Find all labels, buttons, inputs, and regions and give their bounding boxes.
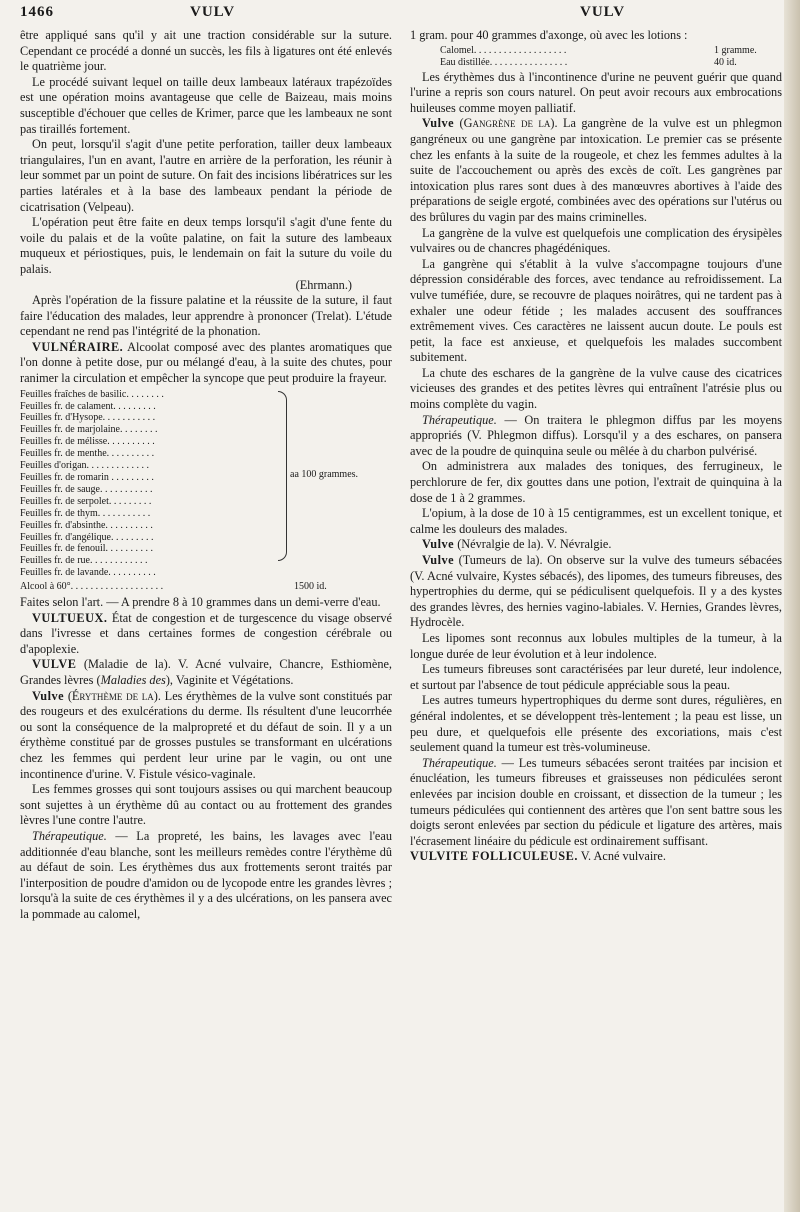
- recipe-list: [20, 389, 392, 580]
- prescription-list: [410, 45, 782, 69]
- recipe-row: [20, 520, 392, 532]
- prescription-row: [410, 45, 782, 57]
- entry-vulve-maladie: [20, 657, 392, 688]
- paragraph: On administrera aux malades des toniques, des ferrugineux, le perchlorure de fer, dix gouttes dans une potion, l'extrait de quinquina à la dose de 1 à 2 grammes.: [410, 459, 782, 505]
- recipe-row: [20, 424, 392, 436]
- entry-text: V. Acné vulvaire.: [577, 849, 666, 864]
- ingredient-name: Feuilles fr. d'absinthe. . . . . . . . . .: [20, 519, 153, 531]
- paragraph: Les autres tumeurs hypertrophiques du derme sont dures, régulières, en général indolentes, et se développent très-lentement ; la peau est lisse, un peu dure, et quelquefois elle présente des excoriations, mais c'est seulement quand la tumeur est très-volumineuse.: [410, 693, 782, 755]
- entry-vulve-gangrene: [410, 116, 782, 225]
- running-head-right: VULV: [580, 4, 626, 20]
- ingredient-name: Calomel. . . . . . . . . . . . . . . . . . .: [440, 44, 567, 56]
- paragraph: La chute des eschares de la gangrène de la vulve cause des cicatrices vicieuses des grandes et des petites lèvres qui entraînent l'atrésie plus ou moins complète du vagin.: [410, 365, 782, 412]
- paragraph: Le procédé suivant lequel on taille deux lambeaux latéraux trapézoïdes est une opération moins avantageuse que celle de Baizeau, mais moins susceptible d'échouer que celles de Krimer, parce que les lambeaux ne sont pas tiraillés fortement.: [20, 74, 392, 136]
- ingredient-name: Feuilles fr. de sauge. . . . . . . . . . .: [20, 483, 153, 495]
- paragraph: Les lipomes sont reconnus aux lobules multiples de la tumeur, à la longue durée de leur évolution et à leur indolence.: [410, 630, 782, 661]
- ingredient-quantity: 40 id.: [714, 56, 737, 68]
- paragraph: On peut, lorsqu'il s'agit d'une petite perforation, tailler deux lambeaux triangulaires, l'un en avant, l'autre en arrière de la perforation, les réunir à leur sommet par un point de suture. On fait des incisions libératrices sur les parties latérales et à la base des lambeaux pendant la période de cicatrisation (Velpeau).: [20, 137, 392, 214]
- ingredient-name: Feuilles fr. de rue. . . . . . . . . . . .: [20, 555, 148, 567]
- ingredient-name: Feuilles fr. de thym. . . . . . . . . . .: [20, 507, 151, 519]
- paragraph: L'opium, à la dose de 10 à 15 centigrammes, est un excellent tonique, et calme les douleurs des malades.: [410, 506, 782, 536]
- prescription-row: [410, 57, 782, 69]
- page-number: 1466: [20, 4, 54, 20]
- subheadword: (Gangrène de la).: [454, 116, 558, 131]
- ingredient-quantity: 1500 id.: [294, 581, 327, 593]
- page-edge: [784, 0, 800, 1212]
- section-label: Thérapeutique.: [422, 755, 497, 770]
- entry-text: (Maladie de la). V. Acné vulvaire, Chancre, Esthiomène, Grandes lèvres (: [20, 657, 392, 688]
- recipe-row: [20, 448, 392, 460]
- entry-vulve-nevralgie: [410, 537, 782, 553]
- recipe-brace: [278, 391, 287, 561]
- right-column: [410, 28, 782, 865]
- paragraph: La gangrène qui s'établit à la vulve s'accompagne toujours d'une dépression considérable des forces, avec tendance au refroidissement. La vulve tuméfiée, dure, se recouvre de plaques noirâtres, qui ne tardent pas à exhaler une odeur fétide ; les malades accusent des souffrances extrêmement vives. Ces caractères ne laissent aucun doute. Le pouls est petit, la face est anxieuse, et quelquefois les malades succombent subitement.: [410, 256, 782, 365]
- therapeutique: [20, 829, 392, 923]
- ingredient-name: Feuilles fr. de serpolet. . . . . . . . .: [20, 495, 152, 507]
- entry-vulve-tumeurs: [410, 553, 782, 631]
- recipe-row: [20, 496, 392, 508]
- entry-text: (Névralgie de la). V. Névralgie.: [454, 537, 612, 552]
- recipe-row-alcool: [20, 581, 392, 593]
- running-head-left: VULV: [190, 4, 236, 20]
- therapeutique: [410, 756, 782, 850]
- paragraph: Les érythèmes dus à l'incontinence d'urine ne peuvent guérir que quand l'urine a repris son cours naturel. On peut avoir recours aux embrocations huileuses comme moyen palliatif.: [410, 69, 782, 115]
- entry-text: — Les tumeurs sébacées seront traitées par incision et énucléation, les tumeurs fibreuses et graisseuses non pédiculées seront enlevées par incision double en croissant, et dissection de la tumeur ; les tumeurs pédiculées qui contiennent des artères que l'on sent battre sous les doigts seront enlevées par section du pédicule et ligature des artères, mais l'écrasement linéaire du pédicule est ordinairement suffisant.: [410, 755, 782, 848]
- recipe-row: [20, 401, 392, 413]
- ingredient-name: Feuilles fr. de mélisse. . . . . . . . . .: [20, 436, 155, 448]
- entry-vulve-erytheme: [20, 689, 392, 783]
- recipe-block: [20, 389, 392, 580]
- headword: Vulve: [32, 688, 65, 703]
- paragraph: être appliqué sans qu'il y ait une traction considérable sur la suture. Cependant ce procédé a donné un succès, les fils à ligatures ont été enlevés le quatrième jour.: [20, 28, 392, 74]
- headword: VULTUEUX.: [32, 610, 108, 625]
- ingredient-name: Feuilles fr. de menthe. . . . . . . . . .: [20, 448, 155, 460]
- entry-italic: Maladies des: [100, 673, 166, 688]
- ingredient-name: Feuilles d'origan. . . . . . . . . . . . .: [20, 460, 150, 472]
- headword: VULVE: [32, 657, 77, 672]
- entry-text: — La propreté, les bains, les lavages avec l'eau additionnée d'eau blanche, sont les meilleurs remèdes contre l'érythème dû au défaut de soin. Les érythèmes dus aux frottements seront traités par l'interposition de poudre d'amidon ou de lycopode entre les grandes lèvres ; lorsqu'à la suite de ces érythèmes il y a des ulcérations, on les pansera avec la pommade au calomel,: [20, 828, 392, 921]
- paragraph: Les femmes grosses qui sont toujours assises ou qui marchent beaucoup sont sujettes à un érythème dû au contact ou au frottement des grandes lèvres l'une contre l'autre.: [20, 782, 392, 828]
- entry-vulvite: [410, 849, 782, 865]
- attribution: (Ehrmann.): [295, 277, 352, 292]
- paragraph: 1 gram. pour 40 grammes d'axonge, où avec les lotions :: [410, 28, 688, 42]
- recipe-row: [20, 436, 392, 448]
- paragraph: L'opération peut être faite en deux temps lorsqu'il s'agit d'une fente du voile du palais et de la voûte palatine, on fait la suture des lambeaux muqueux et périostiques, puis, le lendemain on fait la suture du voile du palais.: [20, 215, 392, 276]
- ingredient-name: Feuilles fr. de fenouil. . . . . . . . . .: [20, 543, 154, 555]
- entry-text: État de congestion et de turgescence du visage observé dans l'ivresse et dans certaines formes de congestion cérébrale ou d'apoplexie.: [20, 610, 392, 656]
- ingredient-quantity: 1 gramme.: [714, 44, 757, 56]
- entry-vulneraire: [20, 340, 392, 387]
- therapeutique: [410, 413, 782, 460]
- recipe-quantity: aa 100 grammes.: [290, 468, 359, 480]
- recipe-row: [20, 484, 392, 496]
- recipe-row: [20, 412, 392, 424]
- ingredient-name: Feuilles fr. de romarin . . . . . . . . .: [20, 472, 154, 483]
- paragraph: Les tumeurs fibreuses sont caractérisées par leur dureté, leur indolence, et surtout par l'absence de tout pédicule appréciable sous la peau.: [410, 662, 782, 692]
- ingredient-name: Feuilles fraîches de basilic. . . . . . . .: [20, 388, 164, 400]
- ingredient-name: Eau distillée. . . . . . . . . . . . . . . .: [440, 56, 568, 68]
- paragraph: Faites selon l'art. — A prendre 8 à 10 grammes dans un demi-verre d'eau.: [20, 595, 381, 610]
- headword: Vulve: [422, 537, 455, 552]
- ingredient-name: Feuilles fr. de calament. . . . . . . . .: [20, 400, 156, 412]
- ingredient-name: Feuilles fr. d'angélique. . . . . . . . .: [20, 531, 154, 543]
- section-label: Thérapeutique.: [422, 412, 497, 427]
- headword: Vulve: [422, 553, 455, 567]
- ingredient-name: Feuilles fr. de marjolaine. . . . . . . .: [20, 424, 158, 436]
- ingredient-name: Alcool à 60°. . . . . . . . . . . . . . . . . . .: [20, 581, 164, 593]
- recipe-row: [20, 555, 392, 567]
- recipe-row: [20, 567, 392, 579]
- entry-text: ), Vaginite et Végétations.: [165, 673, 294, 688]
- recipe-row: [20, 532, 392, 544]
- entry-text: Les érythèmes de la vulve sont constitués par des rougeurs et des exulcérations du derme. Ils résultent d'une leucorrhée ou sont la conséquence de la malpropreté et du défaut de soin. Il y a un érythème constitué par de grosses pustules se transformant en ulcérations chez les femmes qui perdent leur urine par le vagin, ou ont une incontinence d'urine. V. Fistule vésico-vaginale.: [20, 688, 392, 781]
- subheadword: (Érythème de la).: [64, 688, 161, 703]
- recipe-row: [20, 543, 392, 555]
- section-label: Thérapeutique.: [32, 828, 107, 843]
- left-column: [20, 28, 392, 923]
- headword: VULNÉRAIRE.: [32, 339, 124, 354]
- recipe-row: [20, 389, 392, 401]
- entry-text: La gangrène de la vulve est un phlegmon gangréneux ou une gangrène par intoxication. Le premier cas se présente chez les enfants à la suite de la rougeole, et chez les femmes adultes à la suite de l'accouchement ou après des excès de coït. Les gangrènes par intoxication plus rares sont dues à des manœuvres abortives à l'aide des préparations de seigle ergoté, combinées avec des opérations sur l'utérus ou des brûlures du vagin par des mains criminelles.: [410, 116, 782, 224]
- headword: VULVITE FOLLICULEUSE.: [410, 849, 578, 864]
- headword: Vulve: [422, 116, 455, 131]
- entry-text: (Tumeurs de la). On observe sur la vulve des tumeurs sébacées (V. Acné vulvaire, Kystes sébacés), des lipomes, des tumeurs fibreuses, des hypertrophies du derme, qui se pédiculisent quelquefois. Il y a des kystes des grandes lèvres, des hernies vagino-labiales. V. Hernies, Grandes lèvres, Hydrocèle.: [410, 553, 782, 630]
- entry-text: — On traitera le phlegmon diffus par les moyens appropriés (V. Phlegmon diffus). Lorsqu'il y a des eschares, on pansera avec de la poudre de quinquina seule ou mêlée à du charbon pulvérisé.: [410, 412, 782, 458]
- entry-vultueux: [20, 611, 392, 658]
- entry-text: Alcoolat composé avec des plantes aromatiques que l'on donne à petite dose, pur ou mélangé d'eau, à la suite des chutes, pour ranimer la circulation et empêcher la syncope que peut produire la frayeur.: [20, 339, 392, 386]
- ingredient-name: Feuilles fr. de lavande. . . . . . . . . .: [20, 567, 156, 579]
- recipe-row: [20, 508, 392, 520]
- ingredient-name: Feuilles fr. d'Hysope. . . . . . . . . . .: [20, 412, 156, 424]
- paragraph: Après l'opération de la fissure palatine et la réussite de la suture, il faut faire l'éducation des malades, leur apprendre à prononcer (Trelat). L'étude cependant ne rend pas l'intégrité de la phonation.: [20, 293, 392, 339]
- paragraph: La gangrène de la vulve est quelquefois une complication des érysipèles vulvaires ou de chancres phagédéniques.: [410, 225, 782, 256]
